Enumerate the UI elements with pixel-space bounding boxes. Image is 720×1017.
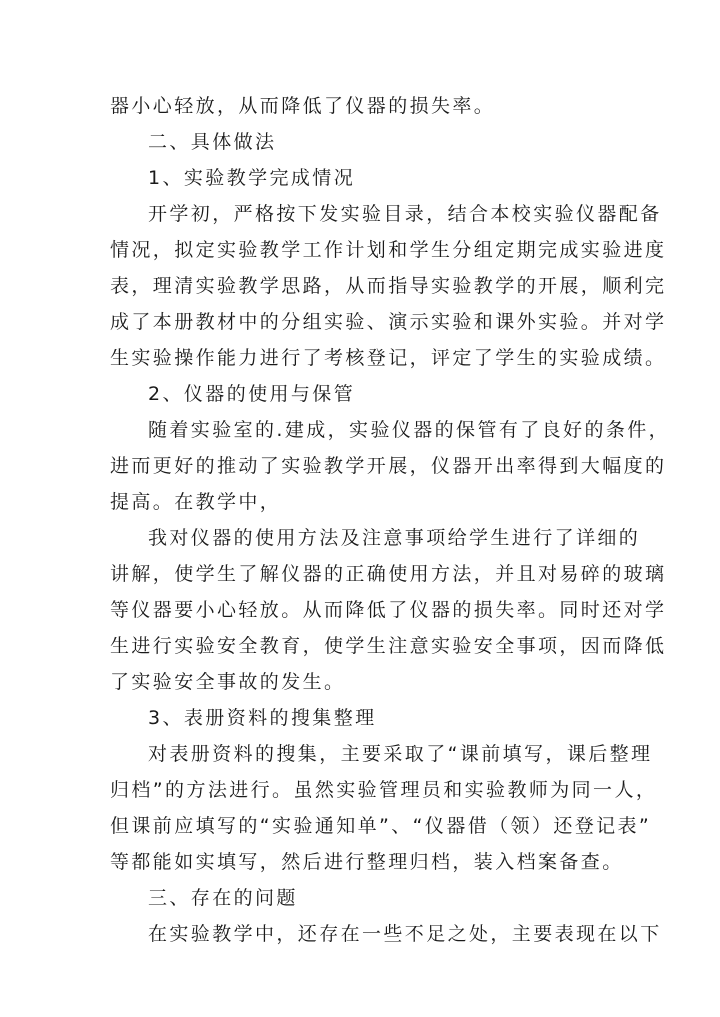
paragraph-line: 但课前应填写的“实验通知单”、“仪器借（领）还登记表” bbox=[110, 815, 652, 837]
subheading-records: 3、表册资料的搜集整理 bbox=[148, 707, 377, 729]
paragraph-line: 成了本册教材中的分组实验、演示实验和课外实验。并对学 bbox=[110, 311, 667, 333]
paragraph-line: 进而更好的推动了实验教学开展，仪器开出率得到大幅度的 bbox=[110, 455, 667, 477]
paragraph-line: 生进行实验安全教育，使学生注意实验安全事项，因而降低 bbox=[110, 635, 667, 657]
paragraph-line: 随着实验室的.建成，实验仪器的保管有了良好的条件， bbox=[148, 419, 671, 441]
paragraph-line: 表，理清实验教学思路，从而指导实验教学的开展，顺利完 bbox=[110, 275, 667, 297]
paragraph-line: 等都能如实填写，然后进行整理归档，装入档案备查。 bbox=[110, 851, 624, 873]
paragraph-line: 我对仪器的使用方法及注意事项给学生进行了详细的 bbox=[148, 527, 641, 549]
paragraph-line: 生实验操作能力进行了考核登记，评定了学生的实验成绩。 bbox=[110, 347, 667, 369]
subheading-experiment-teaching: 1、实验教学完成情况 bbox=[148, 167, 356, 189]
paragraph-line: 等仪器要小心轻放。从而降低了仪器的损失率。同时还对学 bbox=[110, 599, 667, 621]
subheading-instrument-use: 2、仪器的使用与保管 bbox=[148, 383, 356, 405]
paragraph-line: 归档”的方法进行。虽然实验管理员和实验教师为同一人， bbox=[110, 779, 658, 801]
paragraph-line: 在实验教学中，还存在一些不足之处，主要表现在以下 bbox=[148, 923, 662, 945]
text-line-continuation: 器小心轻放，从而降低了仪器的损失率。 bbox=[110, 95, 496, 117]
paragraph-line: 对表册资料的搜集，主要采取了“课前填写，课后整理 bbox=[148, 743, 653, 765]
paragraph-line: 了实验安全事故的发生。 bbox=[110, 671, 346, 693]
paragraph-line: 情况，拟定实验教学工作计划和学生分组定期完成实验进度 bbox=[110, 239, 667, 261]
paragraph-line: 提高。在教学中， bbox=[110, 491, 282, 513]
paragraph-line: 开学初，严格按下发实验目录，结合本校实验仪器配备 bbox=[148, 203, 662, 225]
section-heading-methods: 二、具体做法 bbox=[148, 131, 277, 153]
section-heading-problems: 三、存在的问题 bbox=[148, 887, 298, 909]
paragraph-line: 讲解，使学生了解仪器的正确使用方法，并且对易碎的玻璃 bbox=[110, 563, 667, 585]
